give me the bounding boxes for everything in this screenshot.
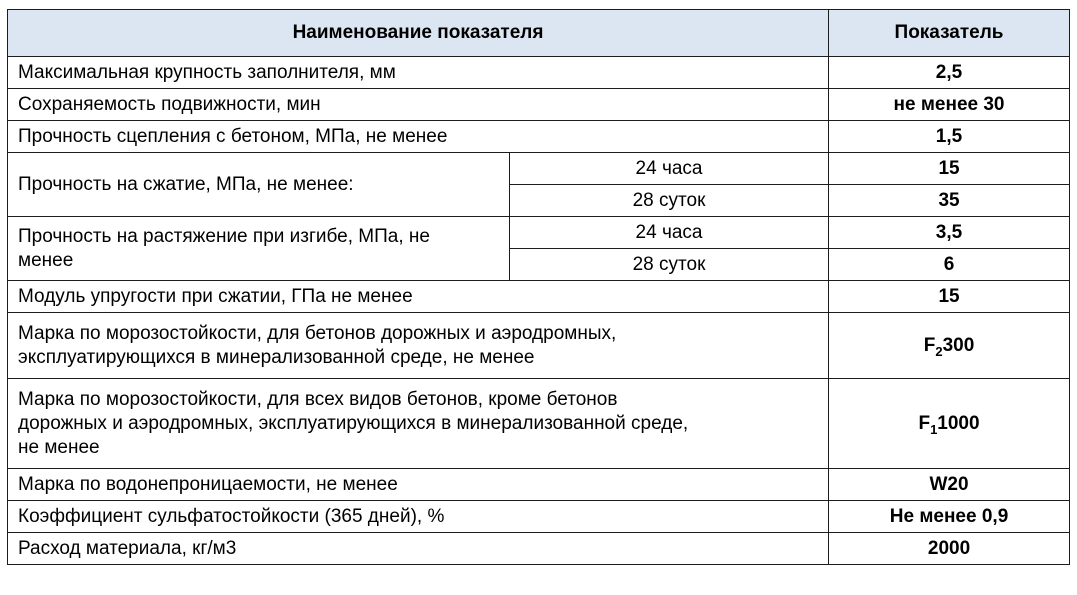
- row-name: Марка по морозостойкости, для бетонов дорожных и аэродромных, эксплуатирующихся в минерализованной среде, не менее: [8, 313, 829, 379]
- table-row: [8, 533, 1070, 565]
- row-name: Марка по морозостойкости, для всех видов бетонов, кроме бетонов дорожных и аэродромных, эксплуатирующихся в минерализованной среде, не менее: [8, 379, 829, 469]
- row-value: 2,5: [829, 57, 1070, 89]
- row-value: 1,5: [829, 121, 1070, 153]
- row-value: не менее 30: [829, 89, 1070, 121]
- value-main: 300: [942, 334, 975, 356]
- table-row: [8, 217, 1070, 249]
- row-value: 3,5: [829, 217, 1070, 249]
- row-value: W20: [829, 469, 1070, 501]
- value-main: 1000: [937, 412, 980, 434]
- header-name: Наименование показателя: [8, 10, 829, 57]
- row-value: 2000: [829, 533, 1070, 565]
- table-row: [8, 121, 1070, 153]
- row-value: [829, 313, 1070, 379]
- row-name: Коэффициент сульфатостойкости (365 дней), %: [8, 501, 829, 533]
- table-row: [8, 469, 1070, 501]
- row-name: Прочность на растяжение при изгибе, МПа, не менее: [8, 217, 510, 281]
- row-value: 6: [829, 249, 1070, 281]
- table-row: [8, 379, 1070, 469]
- table-row: [8, 57, 1070, 89]
- row-name: Максимальная крупность заполнителя, мм: [8, 57, 829, 89]
- row-name: Модуль упругости при сжатии, ГПа не менее: [8, 281, 829, 313]
- value-subscript: 2: [935, 343, 943, 359]
- table-row: [8, 153, 1070, 185]
- row-period: 24 часа: [510, 217, 829, 249]
- table-row: [8, 501, 1070, 533]
- row-name: Расход материала, кг/м3: [8, 533, 829, 565]
- table-row: [8, 89, 1070, 121]
- row-name: Прочность на сжатие, МПа, не менее:: [8, 153, 510, 217]
- row-value: 15: [829, 153, 1070, 185]
- row-name: Прочность сцепления с бетоном, МПа, не менее: [8, 121, 829, 153]
- row-value: 35: [829, 185, 1070, 217]
- value-prefix: F: [923, 334, 936, 356]
- header-value: Показатель: [829, 10, 1070, 57]
- value-prefix: F: [918, 412, 931, 434]
- row-value: 15: [829, 281, 1070, 313]
- row-name: Сохраняемость подвижности, мин: [8, 89, 829, 121]
- row-period: 28 суток: [510, 249, 829, 281]
- row-value: [829, 379, 1070, 469]
- table-row: [8, 281, 1070, 313]
- row-period: 28 суток: [510, 185, 829, 217]
- value-subscript: 1: [930, 421, 938, 437]
- specifications-table: [7, 9, 1070, 565]
- row-name: Марка по водонепроницаемости, не менее: [8, 469, 829, 501]
- row-period: 24 часа: [510, 153, 829, 185]
- row-value: Не менее 0,9: [829, 501, 1070, 533]
- table-row: [8, 313, 1070, 379]
- table-header-row: [8, 10, 1070, 57]
